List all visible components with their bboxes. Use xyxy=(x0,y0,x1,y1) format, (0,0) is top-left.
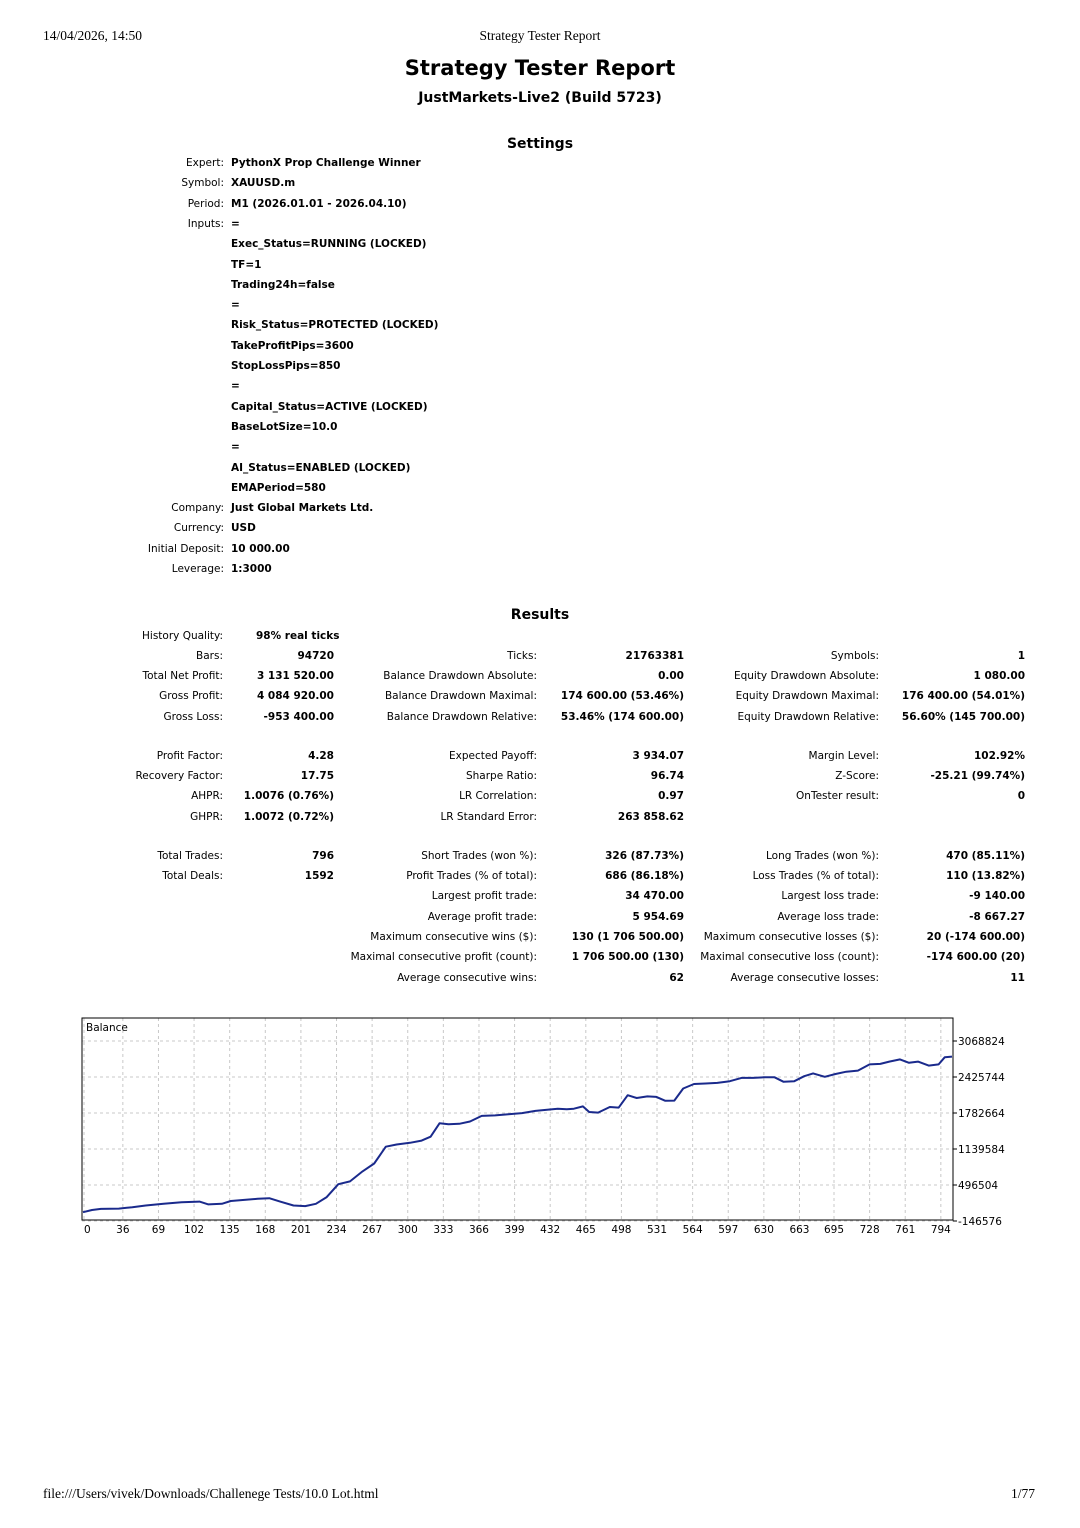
result-label: Equity Drawdown Relative: xyxy=(737,711,879,723)
result-label: Gross Loss: xyxy=(163,711,223,723)
history-quality-row xyxy=(0,630,1080,650)
history-quality-value: 98% real ticks xyxy=(256,630,340,642)
settings-row xyxy=(0,340,1080,360)
print-doc-title: Strategy Tester Report xyxy=(479,28,601,43)
result-label: Recovery Factor: xyxy=(135,770,223,782)
result-value: 3 131 520.00 xyxy=(256,670,334,682)
result-label: Loss Trades (% of total): xyxy=(752,870,879,882)
settings-value: Risk_Status=PROTECTED (LOCKED) xyxy=(231,319,439,332)
result-label: Total Deals: xyxy=(162,870,223,882)
result-label: Total Trades: xyxy=(157,850,223,862)
y-tick-label: -146576 xyxy=(958,1216,1002,1228)
x-tick-label: 201 xyxy=(290,1224,311,1236)
result-value: 174 600.00 (53.46%) xyxy=(560,690,684,702)
results-row xyxy=(0,750,1080,770)
result-value: -953 400.00 xyxy=(263,711,334,723)
settings-label: Expert: xyxy=(186,157,224,169)
settings-value: 1:3000 xyxy=(231,563,272,575)
x-tick-label: 794 xyxy=(930,1224,951,1236)
x-tick-label: 333 xyxy=(433,1224,454,1236)
result-label: Maximal consecutive loss (count): xyxy=(700,951,879,963)
settings-value: Capital_Status=ACTIVE (LOCKED) xyxy=(231,400,428,413)
result-label: LR Standard Error: xyxy=(440,811,537,823)
settings-row xyxy=(0,462,1080,482)
result-label: Profit Trades (% of total): xyxy=(406,870,537,882)
settings-value: AI_Status=ENABLED (LOCKED) xyxy=(231,461,411,474)
result-label: Balance Drawdown Maximal: xyxy=(384,690,537,702)
result-value: -8 667.27 xyxy=(969,911,1025,923)
settings-value: = xyxy=(231,441,240,454)
results-heading: Results xyxy=(510,607,570,623)
result-value: 110 (13.82%) xyxy=(946,870,1025,882)
x-tick-label: 564 xyxy=(682,1224,703,1236)
result-label: Gross Profit: xyxy=(159,690,223,702)
settings-value: PythonX Prop Challenge Winner xyxy=(231,157,421,169)
chart-grid xyxy=(82,1018,953,1221)
result-label: Average loss trade: xyxy=(777,911,879,923)
x-tick-label: 168 xyxy=(255,1224,276,1236)
results-row xyxy=(0,770,1080,790)
balance-line xyxy=(83,1057,952,1213)
settings-value: = xyxy=(231,380,240,393)
results-row xyxy=(0,951,1080,971)
result-label: Equity Drawdown Maximal: xyxy=(735,690,879,702)
settings-value: TakeProfitPips=3600 xyxy=(231,339,354,352)
settings-value: M1 (2026.01.01 - 2026.04.10) xyxy=(231,197,407,210)
settings-label: Symbol: xyxy=(181,177,224,190)
result-value: 34 470.00 xyxy=(625,890,684,902)
settings-value: EMAPeriod=580 xyxy=(231,481,326,494)
result-value: 0.97 xyxy=(658,790,684,802)
result-value: 686 (86.18%) xyxy=(605,870,684,882)
result-label: Bars: xyxy=(196,650,223,662)
settings-row xyxy=(0,482,1080,502)
result-value: 96.74 xyxy=(650,770,684,782)
balance-chart xyxy=(0,1010,1080,1240)
result-value: 1.0076 (0.76%) xyxy=(243,790,334,802)
results-row xyxy=(0,931,1080,951)
settings-row xyxy=(0,299,1080,319)
result-label: Sharpe Ratio: xyxy=(465,770,537,782)
settings-value: BaseLotSize=10.0 xyxy=(231,420,338,433)
result-label: LR Correlation: xyxy=(459,790,537,802)
result-label: Ticks: xyxy=(507,650,537,662)
settings-label: Leverage: xyxy=(171,563,224,575)
result-value: 4.28 xyxy=(308,750,334,762)
settings-row xyxy=(0,319,1080,339)
settings-row xyxy=(0,543,1080,563)
result-value: 11 xyxy=(1010,972,1025,984)
results-row xyxy=(0,870,1080,890)
settings-row xyxy=(0,502,1080,522)
x-tick-label: 36 xyxy=(116,1224,130,1236)
history-quality-label: History Quality: xyxy=(142,630,223,642)
result-value: 17.75 xyxy=(300,770,334,782)
result-label: Equity Drawdown Absolute: xyxy=(733,670,879,682)
x-tick-label: 399 xyxy=(504,1224,525,1236)
settings-row xyxy=(0,218,1080,238)
settings-heading: Settings xyxy=(506,136,574,152)
results-row xyxy=(0,850,1080,870)
x-tick-label: 234 xyxy=(326,1224,347,1236)
result-value: 1 706 500.00 (130) xyxy=(571,951,684,963)
settings-row xyxy=(0,279,1080,299)
x-tick-label: 465 xyxy=(575,1224,596,1236)
result-value: 53.46% (174 600.00) xyxy=(560,711,684,723)
settings-row xyxy=(0,401,1080,421)
settings-value: StopLossPips=850 xyxy=(231,360,341,372)
settings-value: Trading24h=false xyxy=(231,278,335,291)
x-tick-label: 300 xyxy=(397,1224,418,1236)
print-footer-url: file:///Users/vivek/Downloads/Challenege Tests/10.0 Lot.html xyxy=(43,1486,379,1501)
result-label: Maximal consecutive profit (count): xyxy=(350,951,537,963)
result-value: 1.0072 (0.72%) xyxy=(243,811,334,823)
result-value: 0.00 xyxy=(658,670,684,682)
x-tick-label: 498 xyxy=(611,1224,632,1236)
x-tick-label: 761 xyxy=(895,1224,916,1236)
result-value: 0 xyxy=(1017,790,1025,802)
result-value: 5 954.69 xyxy=(632,911,684,923)
result-label: Largest profit trade: xyxy=(431,890,537,902)
settings-row xyxy=(0,259,1080,279)
results-row xyxy=(0,911,1080,931)
results-row xyxy=(0,690,1080,710)
x-tick-label: 102 xyxy=(184,1224,205,1236)
result-value: -25.21 (99.74%) xyxy=(930,770,1025,782)
result-label: Short Trades (won %): xyxy=(421,850,537,862)
result-label: OnTester result: xyxy=(796,790,879,802)
result-value: 102.92% xyxy=(973,750,1025,762)
y-tick-label: 2425744 xyxy=(958,1072,1005,1084)
result-label: AHPR: xyxy=(191,790,223,802)
result-value: 94720 xyxy=(297,650,334,662)
settings-row xyxy=(0,441,1080,461)
results-row xyxy=(0,650,1080,670)
settings-row xyxy=(0,157,1080,177)
result-label: Average profit trade: xyxy=(427,911,537,923)
result-value: 20 (-174 600.00) xyxy=(926,931,1025,943)
result-label: Z-Score: xyxy=(835,770,879,782)
x-tick-label: 663 xyxy=(789,1224,810,1236)
result-label: Maximum consecutive wins ($): xyxy=(370,931,537,943)
report-title: Strategy Tester Report xyxy=(404,56,676,80)
result-value: 1 080.00 xyxy=(973,670,1025,682)
result-value: 21763381 xyxy=(625,650,684,662)
settings-value: USD xyxy=(231,522,256,535)
x-tick-label: 0 xyxy=(84,1224,91,1236)
results-row xyxy=(0,972,1080,992)
result-value: 326 (87.73%) xyxy=(605,850,684,862)
settings-value: XAUUSD.m xyxy=(231,177,296,190)
results-row xyxy=(0,670,1080,690)
print-footer-page: 1/77 xyxy=(1011,1486,1036,1501)
settings-value: = xyxy=(231,217,240,230)
result-label: Maximum consecutive losses ($): xyxy=(703,931,879,943)
settings-label: Initial Deposit: xyxy=(147,542,224,555)
settings-value: Exec_Status=RUNNING (LOCKED) xyxy=(231,238,427,251)
settings-row xyxy=(0,421,1080,441)
x-tick-label: 432 xyxy=(540,1224,561,1236)
result-label: Average consecutive losses: xyxy=(730,972,879,984)
result-label: Symbols: xyxy=(830,650,879,662)
settings-row xyxy=(0,360,1080,380)
x-tick-label: 267 xyxy=(362,1224,383,1236)
settings-row xyxy=(0,380,1080,400)
y-tick-label: 3068824 xyxy=(958,1036,1005,1048)
settings-row xyxy=(0,198,1080,218)
result-label: Balance Drawdown Relative: xyxy=(386,711,537,723)
x-tick-label: 69 xyxy=(151,1224,166,1236)
results-row xyxy=(0,711,1080,731)
print-datetime: 14/04/2026, 14:50 xyxy=(43,28,143,43)
settings-row xyxy=(0,563,1080,583)
settings-value: Just Global Markets Ltd. xyxy=(231,502,374,515)
x-tick-label: 695 xyxy=(823,1224,845,1236)
result-value: 470 (85.11%) xyxy=(946,850,1025,862)
chart-title: Balance xyxy=(86,1022,128,1034)
settings-row xyxy=(0,177,1080,197)
results-row xyxy=(0,890,1080,910)
result-label: Largest loss trade: xyxy=(781,890,879,902)
x-tick-label: 597 xyxy=(718,1224,739,1236)
settings-row xyxy=(0,522,1080,542)
result-label: Profit Factor: xyxy=(156,750,223,762)
settings-value: = xyxy=(231,299,240,312)
plot-frame xyxy=(82,1018,953,1220)
y-tick-label: 496504 xyxy=(958,1180,999,1192)
result-label: GHPR: xyxy=(190,811,223,823)
result-label: Balance Drawdown Absolute: xyxy=(383,670,537,682)
settings-label: Currency: xyxy=(173,522,224,535)
settings-label: Company: xyxy=(171,502,224,515)
x-tick-label: 135 xyxy=(219,1224,240,1236)
result-label: Margin Level: xyxy=(808,750,879,762)
settings-label: Inputs: xyxy=(187,217,224,230)
x-tick-label: 366 xyxy=(468,1224,489,1236)
result-value: 1 xyxy=(1017,650,1025,662)
result-value: -9 140.00 xyxy=(969,890,1025,902)
settings-value: 10 000.00 xyxy=(231,542,290,555)
result-value: 3 934.07 xyxy=(632,750,684,762)
report-subtitle: JustMarkets-Live2 (Build 5723) xyxy=(418,90,662,106)
result-label: Average consecutive wins: xyxy=(397,972,537,984)
result-value: 130 (1 706 500.00) xyxy=(571,931,684,943)
result-value: 4 084 920.00 xyxy=(256,690,334,702)
x-tick-label: 728 xyxy=(859,1224,880,1236)
result-label: Expected Payoff: xyxy=(448,750,537,762)
settings-label: Period: xyxy=(187,197,224,210)
settings-row xyxy=(0,238,1080,258)
result-value: 263 858.62 xyxy=(617,811,684,823)
result-value: -174 600.00 (20) xyxy=(926,951,1025,963)
result-label: Total Net Profit: xyxy=(142,670,223,682)
result-label: Long Trades (won %): xyxy=(765,850,879,862)
settings-value: TF=1 xyxy=(231,258,262,271)
x-tick-label: 630 xyxy=(753,1224,774,1236)
results-row xyxy=(0,790,1080,810)
result-value: 176 400.00 (54.01%) xyxy=(901,690,1025,702)
result-value: 56.60% (145 700.00) xyxy=(901,711,1025,723)
result-value: 62 xyxy=(669,972,684,984)
results-row xyxy=(0,811,1080,831)
result-value: 1592 xyxy=(304,870,334,882)
y-tick-label: 1139584 xyxy=(958,1144,1005,1156)
x-tick-label: 531 xyxy=(647,1224,668,1236)
result-value: 796 xyxy=(312,850,334,862)
y-tick-label: 1782664 xyxy=(958,1108,1005,1120)
